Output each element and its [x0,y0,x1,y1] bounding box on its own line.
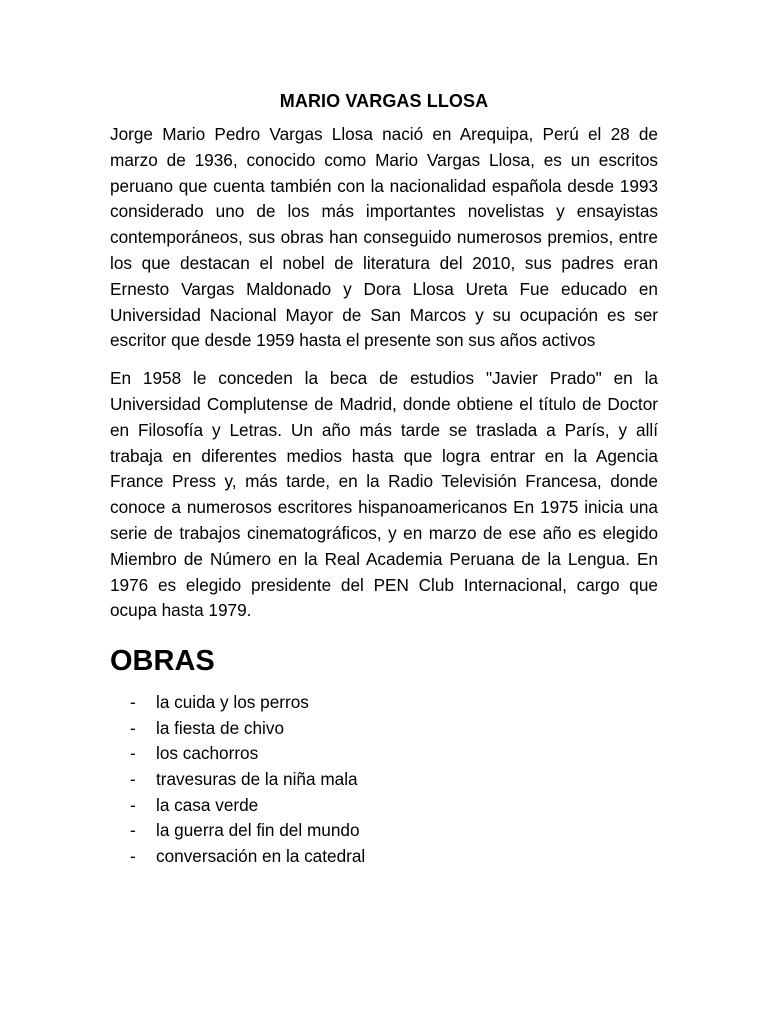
list-item [110,741,658,767]
document-page [110,88,658,869]
document-title: MARIO VARGAS LLOSA [279,91,489,111]
list-item-text: travesuras de la niña mala [156,768,358,789]
list-item-text: la cuida y los perros [156,692,309,713]
list-bullet: - [130,743,136,764]
list-bullet: - [130,845,136,866]
list-bullet: - [130,794,136,815]
list-item-text: la fiesta de chivo [156,717,285,738]
list-bullet: - [130,717,136,738]
works-heading: OBRAS [110,645,215,678]
list-bullet: - [130,820,136,841]
list-item [110,716,658,742]
list-bullet: - [130,768,136,789]
list-item [110,844,658,870]
list-item [110,818,658,844]
list-item-text: la guerra del fin del mundo [156,820,360,841]
list-item [110,767,658,793]
list-item-text: la casa verde [156,794,259,815]
works-list [110,690,658,869]
list-item [110,690,658,716]
paragraph-biography: Jorge Mario Pedro Vargas Llosa nació en Arequipa, Perú el 28 de marzo de 1936, conocido como Mario Vargas Llosa, es un escritos peruano que cuenta también con la nacionalidad española desde 1993 considerado uno de los más importantes novelistas y ensayistas contemporáneos, sus obras han conseguido numerosos premios, entre los que destacan el nobel de literatura del 2010, sus padres eran Ernesto Vargas Maldonado y Dora Llosa Ureta Fue educado en Universidad Nacional Mayor de San Marcos y su ocupación es ser escritor que desde 1959 hasta el presente son sus años activos [110,124,658,351]
list-item-text: conversación en la catedral [156,845,366,866]
list-item [110,793,658,819]
list-item-text: los cachorros [156,743,259,764]
list-bullet: - [130,692,136,713]
paragraph-career: En 1958 le conceden la beca de estudios "Javier Prado" en la Universidad Complutense de Madrid, donde obtiene el título de Doctor en Filosofía y Letras. Un año más tarde se traslada a París, y allí trabaja en diferentes medios hasta que logra entrar en la Agencia France Press y, más tarde, en la Radio Televisión Francesa, donde conoce a numerosos escritores hispanoamericanos En 1975 inicia una serie de trabajos cinematográficos, y en marzo de ese año es elegido Miembro de Número en la Real Academia Peruana de la Lengua. En 1976 es elegido presidente del PEN Club Internacional, cargo que ocupa hasta 1979. [110,368,658,621]
